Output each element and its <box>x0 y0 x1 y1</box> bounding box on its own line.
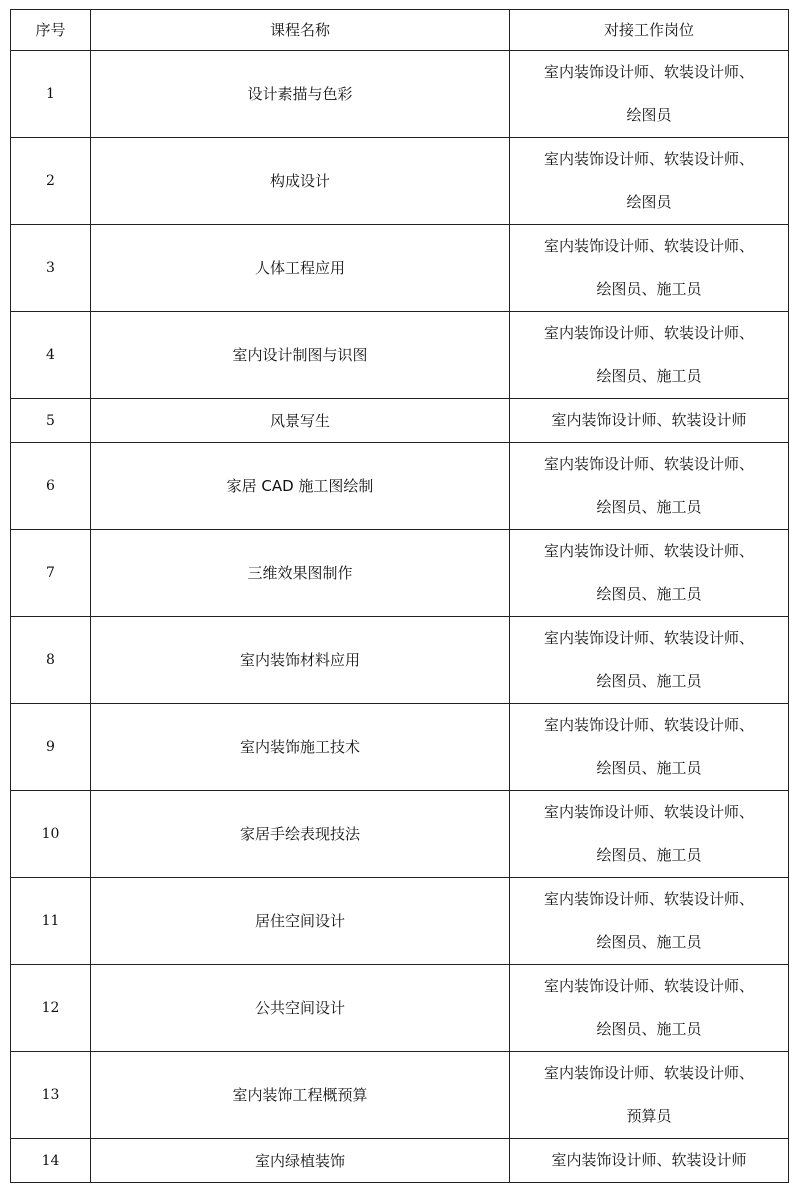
job-post <box>510 312 789 399</box>
job-post <box>510 791 789 878</box>
job-post-line: 绘图员、施工员 <box>596 846 702 864</box>
course-name: 风景写生 <box>91 399 510 443</box>
job-post-line: 绘图员、施工员 <box>596 933 702 951</box>
table-row <box>11 530 789 617</box>
job-post-line: 室内装饰设计师、软装设计师、 <box>543 455 754 473</box>
row-index: 6 <box>11 443 91 530</box>
table-row <box>11 138 789 225</box>
job-post <box>510 1139 789 1183</box>
job-post-line: 预算员 <box>626 1107 672 1125</box>
job-post-line: 绘图员 <box>626 193 672 211</box>
job-post-line: 室内装饰设计师、软装设计师、 <box>543 890 754 908</box>
table-row <box>11 878 789 965</box>
job-post-line: 室内装饰设计师、软装设计师、 <box>543 977 754 995</box>
table-row <box>11 704 789 791</box>
course-name: 室内装饰施工技术 <box>91 704 510 791</box>
table-row <box>11 312 789 399</box>
job-post-line: 室内装饰设计师、软装设计师、 <box>543 542 754 560</box>
job-post-line: 绘图员、施工员 <box>596 498 702 516</box>
course-name: 设计素描与色彩 <box>91 51 510 138</box>
table-row <box>11 51 789 138</box>
course-name: 室内绿植装饰 <box>91 1139 510 1183</box>
job-post <box>510 530 789 617</box>
job-post <box>510 704 789 791</box>
job-post-line: 室内装饰设计师、软装设计师、 <box>543 716 754 734</box>
table-row <box>11 399 789 443</box>
course-name: 公共空间设计 <box>91 965 510 1052</box>
course-name: 室内装饰工程概预算 <box>91 1052 510 1139</box>
job-post-line: 室内装饰设计师、软装设计师、 <box>543 237 754 255</box>
row-index: 7 <box>11 530 91 617</box>
row-index: 11 <box>11 878 91 965</box>
course-name: 家居 CAD 施工图绘制 <box>91 443 510 530</box>
job-post-line: 室内装饰设计师、软装设计师、 <box>543 150 754 168</box>
job-post <box>510 138 789 225</box>
job-post-line: 室内装饰设计师、软装设计师、 <box>543 803 754 821</box>
row-index: 2 <box>11 138 91 225</box>
row-index: 3 <box>11 225 91 312</box>
course-name: 构成设计 <box>91 138 510 225</box>
job-post-line: 绘图员、施工员 <box>596 1020 702 1038</box>
course-name: 室内设计制图与识图 <box>91 312 510 399</box>
job-post <box>510 443 789 530</box>
job-post-line: 绘图员 <box>626 106 672 124</box>
job-post <box>510 1052 789 1139</box>
row-index: 14 <box>11 1139 91 1183</box>
job-post-line: 室内装饰设计师、软装设计师 <box>551 1151 747 1169</box>
job-post-line: 绘图员、施工员 <box>596 585 702 603</box>
job-post-line: 室内装饰设计师、软装设计师、 <box>543 629 754 647</box>
course-name: 人体工程应用 <box>91 225 510 312</box>
row-index: 4 <box>11 312 91 399</box>
job-post-line: 室内装饰设计师、软装设计师、 <box>543 1064 754 1082</box>
job-post <box>510 965 789 1052</box>
job-post <box>510 399 789 443</box>
row-index: 1 <box>11 51 91 138</box>
course-name: 三维效果图制作 <box>91 530 510 617</box>
course-name: 居住空间设计 <box>91 878 510 965</box>
table-row <box>11 443 789 530</box>
job-post-line: 绘图员、施工员 <box>596 759 702 777</box>
job-post-line: 室内装饰设计师、软装设计师 <box>551 411 747 429</box>
table-body <box>11 51 789 1183</box>
header-post: 对接工作岗位 <box>510 10 789 51</box>
job-post <box>510 51 789 138</box>
header-course: 课程名称 <box>91 10 510 51</box>
table-row <box>11 965 789 1052</box>
row-index: 13 <box>11 1052 91 1139</box>
row-index: 8 <box>11 617 91 704</box>
row-index: 10 <box>11 791 91 878</box>
row-index: 9 <box>11 704 91 791</box>
job-post-line: 绘图员、施工员 <box>596 672 702 690</box>
course-name: 家居手绘表现技法 <box>91 791 510 878</box>
row-index: 5 <box>11 399 91 443</box>
job-post-line: 绘图员、施工员 <box>596 367 702 385</box>
course-table <box>10 9 789 1183</box>
job-post-line: 室内装饰设计师、软装设计师、 <box>543 63 754 81</box>
table-row <box>11 225 789 312</box>
job-post <box>510 878 789 965</box>
header-index: 序号 <box>11 10 91 51</box>
header-row <box>11 10 789 51</box>
table-row <box>11 1052 789 1139</box>
table-row <box>11 617 789 704</box>
job-post-line: 绘图员、施工员 <box>596 280 702 298</box>
table-row <box>11 1139 789 1183</box>
job-post-line: 室内装饰设计师、软装设计师、 <box>543 324 754 342</box>
row-index: 12 <box>11 965 91 1052</box>
job-post <box>510 225 789 312</box>
table-row <box>11 791 789 878</box>
job-post <box>510 617 789 704</box>
course-name: 室内装饰材料应用 <box>91 617 510 704</box>
